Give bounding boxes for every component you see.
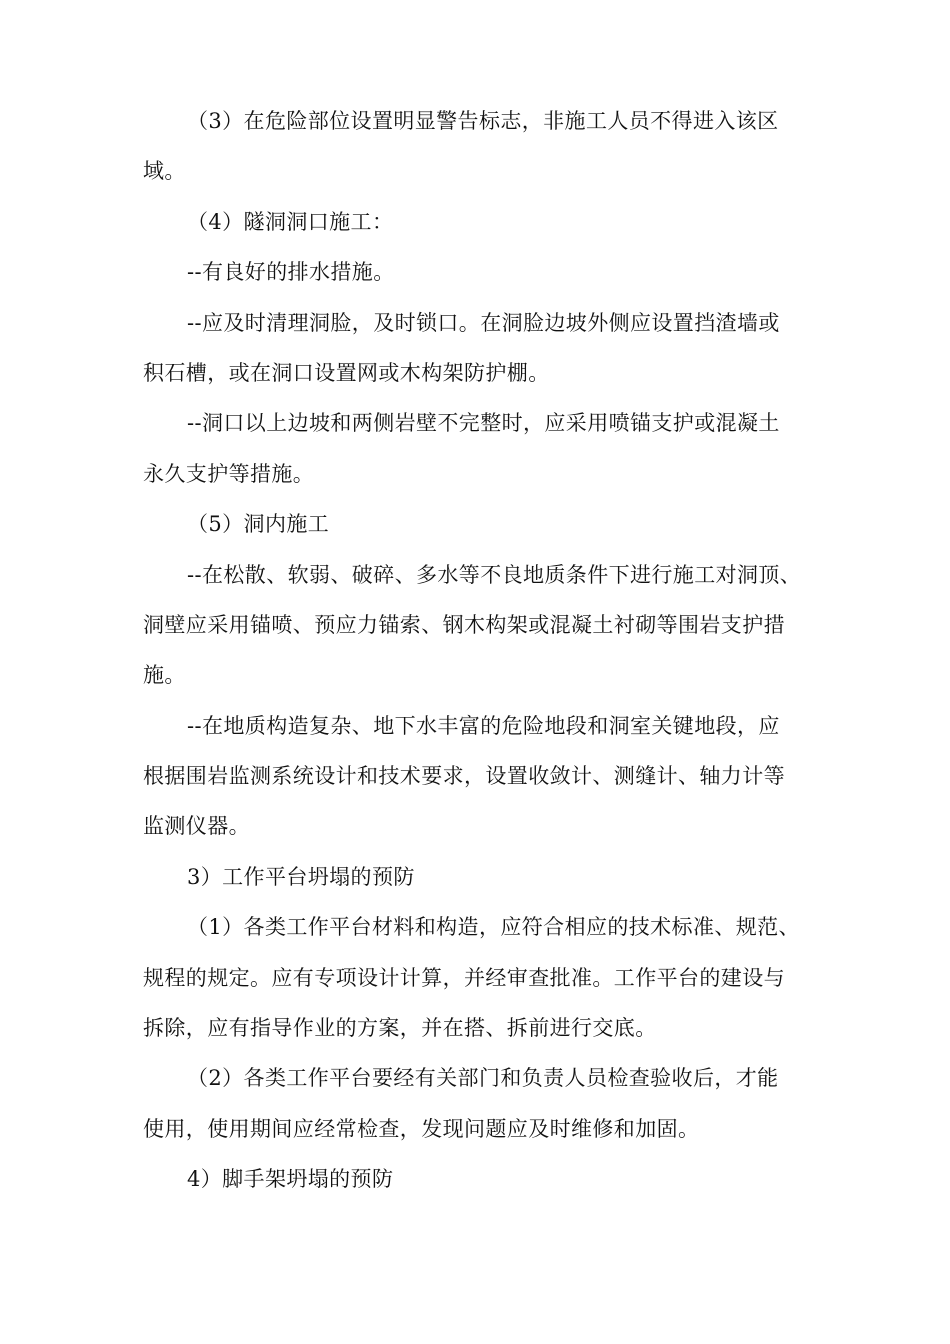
text-line: --有良好的排水措施。 [187,260,395,285]
text-line: --在地质构造复杂、地下水丰富的危险地段和洞室关键地段，应 [187,713,780,738]
document-body [143,101,815,1210]
text-line: 积石槽，或在洞口设置网或木构架防护棚。 [143,360,550,385]
text-line: （3）在危险部位设置明显警告标志，非施工人员不得进入该区 [187,109,779,133]
text-line: 规程的规定。应有专项设计计算，并经审查批准。工作平台的建设与 [143,965,785,990]
text-line: 监测仪器。 [143,814,250,839]
text-line: --洞口以上边坡和两侧岩壁不完整时，应采用喷锚支护或混凝土 [187,411,780,436]
text-line: 使用，使用期间应经常检查，发现问题应及时维修和加固。 [143,1116,700,1141]
text-line: 拆除，应有指导作业的方案，并在搭、拆前进行交底。 [143,1016,657,1041]
section-heading: （5）洞内施工 [187,512,330,537]
text-line: （1）各类工作平台材料和构造，应符合相应的技术标准、规范、 [187,915,800,940]
text-line: 永久支护等措施。 [143,461,315,486]
text-line: --在松散、软弱、破碎、多水等不良地质条件下进行施工对洞顶、 [187,562,802,587]
text-line: 洞壁应采用锚喷、预应力锚索、钢木构架或混凝土衬砌等围岩支护措 [143,612,785,637]
text-line: --应及时清理洞脸，及时锁口。在洞脸边坡外侧应设置挡渣墙或 [187,310,780,335]
section-heading: 4）脚手架坍塌的预防 [187,1167,394,1192]
text-line: 根据围岩监测系统设计和技术要求，设置收敛计、测缝计、轴力计等 [143,764,785,789]
text-line: （2）各类工作平台要经有关部门和负责人员检查验收后，才能 [187,1066,779,1091]
text-line: 域。 [143,159,186,184]
section-heading: 3）工作平台坍塌的预防 [187,864,415,889]
text-line: 施。 [143,663,186,688]
section-heading: （4）隧洞洞口施工： [187,209,394,234]
